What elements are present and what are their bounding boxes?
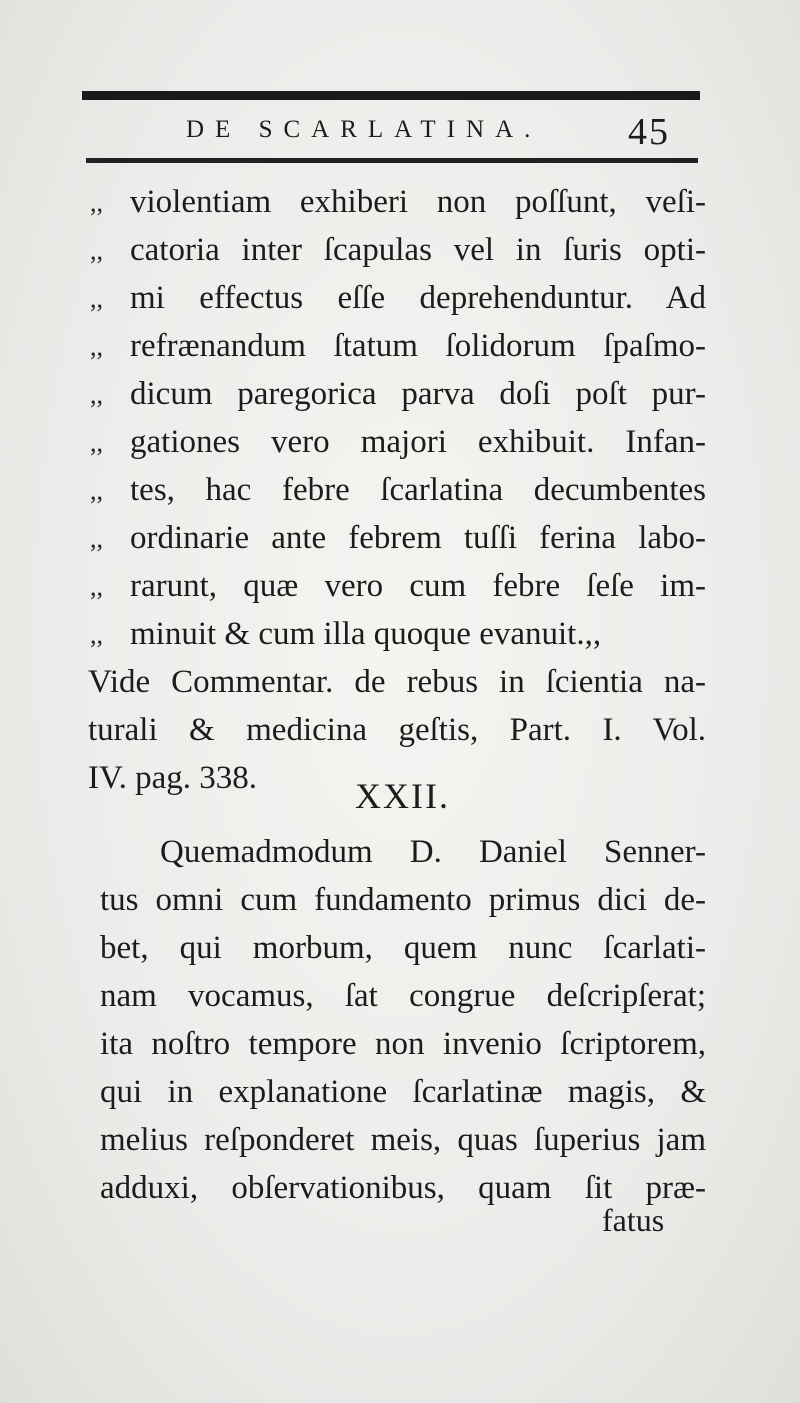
citation-line: Vide Commentar. de rebus in ſcientia na-: [88, 664, 706, 700]
paragraph-line: tus omni cum fundamento primus dici de-: [100, 882, 706, 918]
quote-mark: ,,: [90, 380, 103, 409]
paragraph-line: melius reſponderet meis, quas ſuperius jam: [100, 1122, 706, 1158]
quoted-line: refrænandum ſtatum ſolidorum ſpaſmo-: [130, 328, 706, 364]
section-heading: XXII.: [355, 776, 450, 816]
quoted-line: gationes vero majori exhibuit. Infan-: [130, 424, 706, 460]
quote-mark: ,,: [90, 428, 103, 457]
citation-line: turali & medicina geſtis, Part. I. Vol.: [88, 712, 706, 748]
quote-mark: ,,: [90, 620, 103, 649]
quoted-line: minuit & cum illa quoque evanuit.,,: [130, 616, 602, 652]
quote-mark: ,,: [90, 476, 103, 505]
quote-mark: ,,: [90, 236, 103, 265]
paragraph-line: nam vocamus, ſat congrue deſcripſerat;: [100, 978, 706, 1014]
paragraph-line: ita noſtro tempore non invenio ſcriptorem,: [100, 1026, 706, 1062]
quoted-line: rarunt, quæ vero cum febre ſeſe im-: [130, 568, 706, 604]
page-number: 45: [628, 111, 670, 153]
running-head: DE SCARLATINA.: [186, 116, 542, 143]
paragraph-line: qui in explanatione ſcarlatinæ magis, &: [100, 1074, 706, 1110]
paragraph-line: Quemadmodum D. Daniel Senner-: [160, 834, 706, 870]
quoted-line: mi effectus eſſe deprehenduntur. Ad: [130, 280, 706, 316]
catchword: fatus: [602, 1202, 665, 1238]
quoted-line: violentiam exhiberi non poſſunt, veſi-: [130, 184, 706, 220]
header-rule-top: [82, 91, 700, 100]
quote-mark: ,,: [90, 188, 103, 217]
quoted-line: ordinarie ante febrem tuſſi ferina labo-: [130, 520, 706, 556]
quoted-line: dicum paregorica parva doſi poſt pur-: [130, 376, 706, 412]
quoted-line: tes, hac febre ſcarlatina decumbentes: [130, 472, 706, 508]
quoted-line: catoria inter ſcapulas vel in ſuris opti-: [130, 232, 706, 268]
quote-mark: ,,: [90, 524, 103, 553]
paragraph-line: adduxi, obſervationibus, quam ſit præ-: [100, 1170, 706, 1206]
quote-mark: ,,: [90, 284, 103, 313]
citation-line: IV. pag. 338.: [88, 760, 257, 796]
header-rule-bottom: [86, 158, 698, 163]
quote-mark: ,,: [90, 572, 103, 601]
quote-mark: ,,: [90, 332, 103, 361]
paragraph-line: bet, qui morbum, quem nunc ſcarlati-: [100, 930, 706, 966]
